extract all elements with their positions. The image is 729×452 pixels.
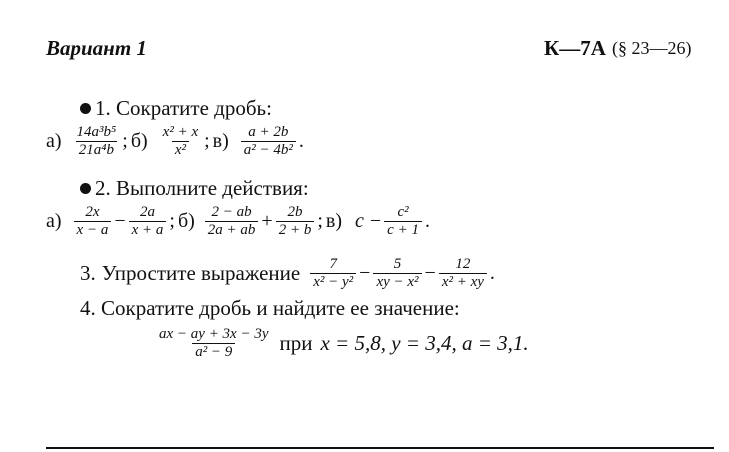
task-2c-fraction — [384, 204, 422, 239]
fraction-numerator: 2x — [85, 204, 100, 220]
fraction-numerator: 2a — [140, 204, 155, 220]
bullet-icon — [80, 183, 91, 194]
task-2-title: Выполните действия: — [116, 176, 309, 200]
operator: − — [114, 210, 126, 232]
task-2-number: 2. — [95, 176, 111, 200]
fraction-denominator: a² − 4b² — [241, 141, 296, 159]
task-4-fraction — [156, 326, 272, 361]
task-3-fraction-3 — [439, 256, 487, 291]
fraction-denominator: 2 + b — [276, 221, 315, 239]
task-4-expression — [156, 326, 529, 361]
fraction-denominator: xy − x² — [373, 273, 421, 291]
task-2-heading — [80, 176, 309, 201]
task-3-number: 3. — [80, 261, 96, 285]
task-2c-label: в) — [325, 210, 342, 232]
fraction-numerator: 7 — [329, 256, 337, 272]
operator: − — [424, 262, 436, 284]
task-1a-fraction — [74, 124, 120, 159]
task-3-title: Упростите выражение — [101, 261, 301, 285]
bullet-icon — [80, 103, 91, 114]
fraction-denominator: 21a⁴b — [76, 141, 117, 159]
fraction-numerator: 2b — [287, 204, 303, 220]
task-1c-fraction — [241, 124, 296, 159]
task-4-number: 4. — [80, 296, 96, 320]
fraction-numerator: ax − ay + 3x − 3y — [159, 326, 269, 342]
task-3: 3. Упростите выражение $\frac{7}{\text{x² − y²}}$ − $\frac{5}{\text{xy − x²}}$ − $\frac{12}{\text{x² + xy}}$ . — [80, 256, 495, 290]
task-1a-label: а) — [46, 130, 62, 152]
task-3-fraction-1 — [310, 256, 356, 291]
fraction-denominator: a² − 9 — [192, 343, 235, 361]
fraction-numerator: c² — [397, 204, 409, 220]
fraction-denominator: 2a + ab — [205, 221, 259, 239]
fraction-denominator: x − a — [74, 221, 112, 239]
fraction-denominator: x² + xy — [439, 273, 487, 291]
task-1b-label: б) — [130, 130, 148, 152]
task-2a-fraction-2 — [129, 204, 167, 239]
task-2-items: а) $\frac{2x}{x - a}$ − $\frac{2a}{x + a}$ ; б) $\frac{2 - ab}{2a + ab}$ + $\frac{2b}{2 + b}$ ; в) c − $\frac{\text{c²}}{c + 1}$ . — [46, 204, 430, 238]
fraction-numerator: 2 − ab — [211, 204, 252, 220]
test-code: К—7А — [544, 36, 606, 60]
fraction-denominator: x² − y² — [310, 273, 356, 291]
task-1-title: Сократите дробь: — [116, 96, 272, 120]
fraction-numerator: 12 — [455, 256, 471, 272]
task-2b-fraction-1 — [205, 204, 259, 239]
section-reference: (§ 23—26) — [612, 38, 692, 58]
task-1-items: а) $\frac{\text{14a³b⁵}}{\text{21a⁴b}}$ ; б) $\frac{\text{x² + x}}{\text{x²}}$ ; в) $\frac{a + 2b}{\text{a² − 4b²}}$ . — [46, 124, 304, 158]
fraction-denominator: x² — [172, 141, 189, 159]
fraction-numerator: 5 — [393, 256, 402, 272]
task-2b-label: б) — [177, 210, 195, 232]
task-2b-fraction-2 — [276, 204, 315, 239]
fraction-numerator: 14a³b⁵ — [76, 124, 117, 140]
variant-title: Вариант 1 — [46, 36, 147, 60]
operator: + — [261, 210, 273, 232]
task-4-heading — [80, 296, 460, 321]
task-4-values: x = 5,8, y = 3,4, a = 3,1. — [320, 331, 529, 355]
task-2a-fraction-1 — [74, 204, 112, 239]
task-3-fraction-2 — [373, 256, 421, 291]
task-1-number: 1. — [95, 96, 111, 120]
fraction-numerator: x² + x — [162, 124, 199, 140]
fraction-denominator: c + 1 — [384, 221, 422, 239]
task-4-title: Сократите дробь и найдите ее значение: — [101, 296, 460, 320]
bottom-rule — [46, 447, 714, 449]
task-1b-fraction — [160, 124, 201, 159]
task-2c-lead: c — [355, 210, 364, 232]
fraction-numerator: a + 2b — [248, 124, 289, 140]
task-1c-label: в) — [212, 130, 229, 152]
task-1-heading — [80, 96, 272, 121]
task-4-pri: при — [279, 331, 313, 355]
fraction-denominator: x + a — [129, 221, 167, 239]
task-2a-label: а) — [46, 210, 62, 232]
operator: − — [359, 262, 371, 284]
operator: − — [369, 210, 382, 232]
